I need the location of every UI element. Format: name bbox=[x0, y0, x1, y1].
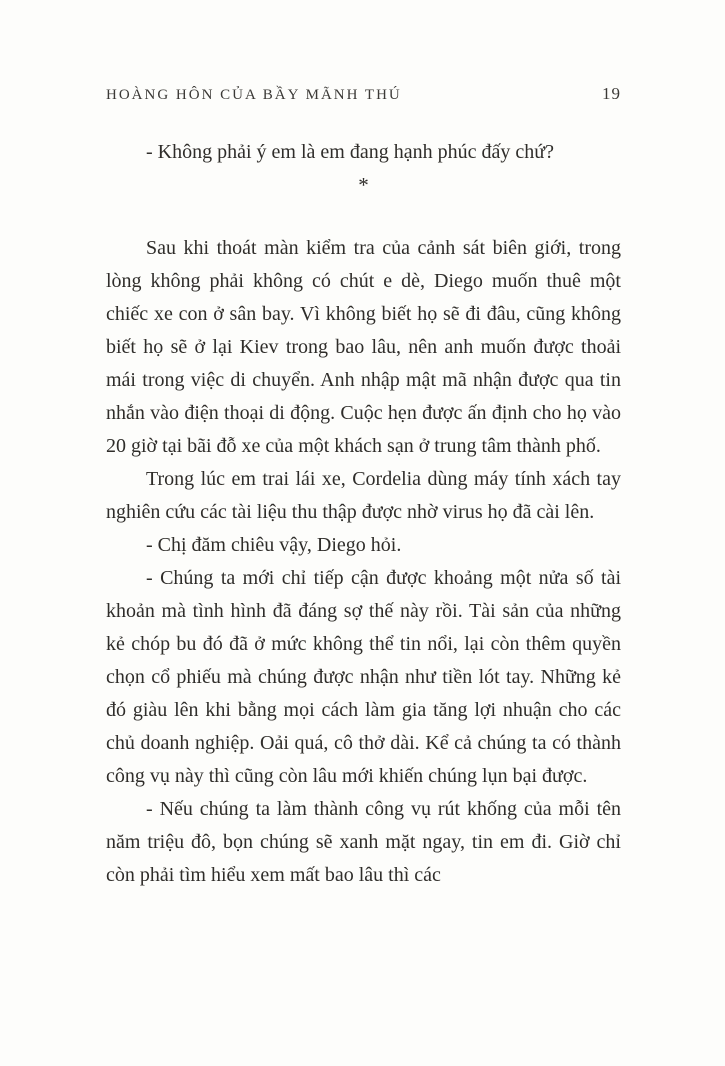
running-title: HOÀNG HÔN CỦA BẦY MÃNH THÚ bbox=[106, 87, 402, 103]
running-head bbox=[106, 84, 621, 104]
section-separator: * bbox=[358, 173, 369, 197]
paragraph: - Chúng ta mới chỉ tiếp cận được khoảng một nửa số tài khoản mà tình hình đã đáng sợ thế này rồi. Tài sản của những kẻ chóp bu đó đã ở mức không thể tin nổi, lại còn thêm quyền chọn cổ phiếu mà chúng được nhận như tiền lót tay. Những kẻ đó giàu lên khi bằng mọi cách làm gia tăng lợi nhuận cho các chủ doanh nghiệp. Oải quá, cô thở dài. Kể cả chúng ta có thành công vụ này thì cũng còn lâu mới khiến chúng lụn bại được. bbox=[106, 567, 621, 787]
paragraph: - Chị đăm chiêu vậy, Diego hỏi. bbox=[146, 534, 402, 556]
paragraph: Trong lúc em trai lái xe, Cordelia dùng máy tính xách tay nghiên cứu các tài liệu thu thập được nhờ virus họ đã cài lên. bbox=[106, 468, 621, 523]
page-body bbox=[106, 136, 621, 892]
page-number: 19 bbox=[602, 84, 621, 103]
paragraph: - Nếu chúng ta làm thành công vụ rút khống của mỗi tên năm triệu đô, bọn chúng sẽ xanh mặt ngay, tin em đi. Giờ chỉ còn phải tìm hiểu xem mất bao lâu thì các bbox=[106, 798, 621, 886]
paragraph: Sau khi thoát màn kiểm tra của cảnh sát biên giới, trong lòng không phải không có chút e dè, Diego muốn thuê một chiếc xe con ở sân bay. Vì không biết họ sẽ đi đâu, cũng không biết họ sẽ ở lại Kiev trong bao lâu, nên anh muốn được thoải mái trong việc di chuyển. Anh nhập mật mã nhận được qua tin nhắn vào điện thoại di động. Cuộc hẹn được ấn định cho họ vào 20 giờ tại bãi đỗ xe của một khách sạn ở trung tâm thành phố. bbox=[106, 237, 621, 457]
dialogue-line: - Không phải ý em là em đang hạnh phúc đấy chứ? bbox=[146, 141, 554, 163]
